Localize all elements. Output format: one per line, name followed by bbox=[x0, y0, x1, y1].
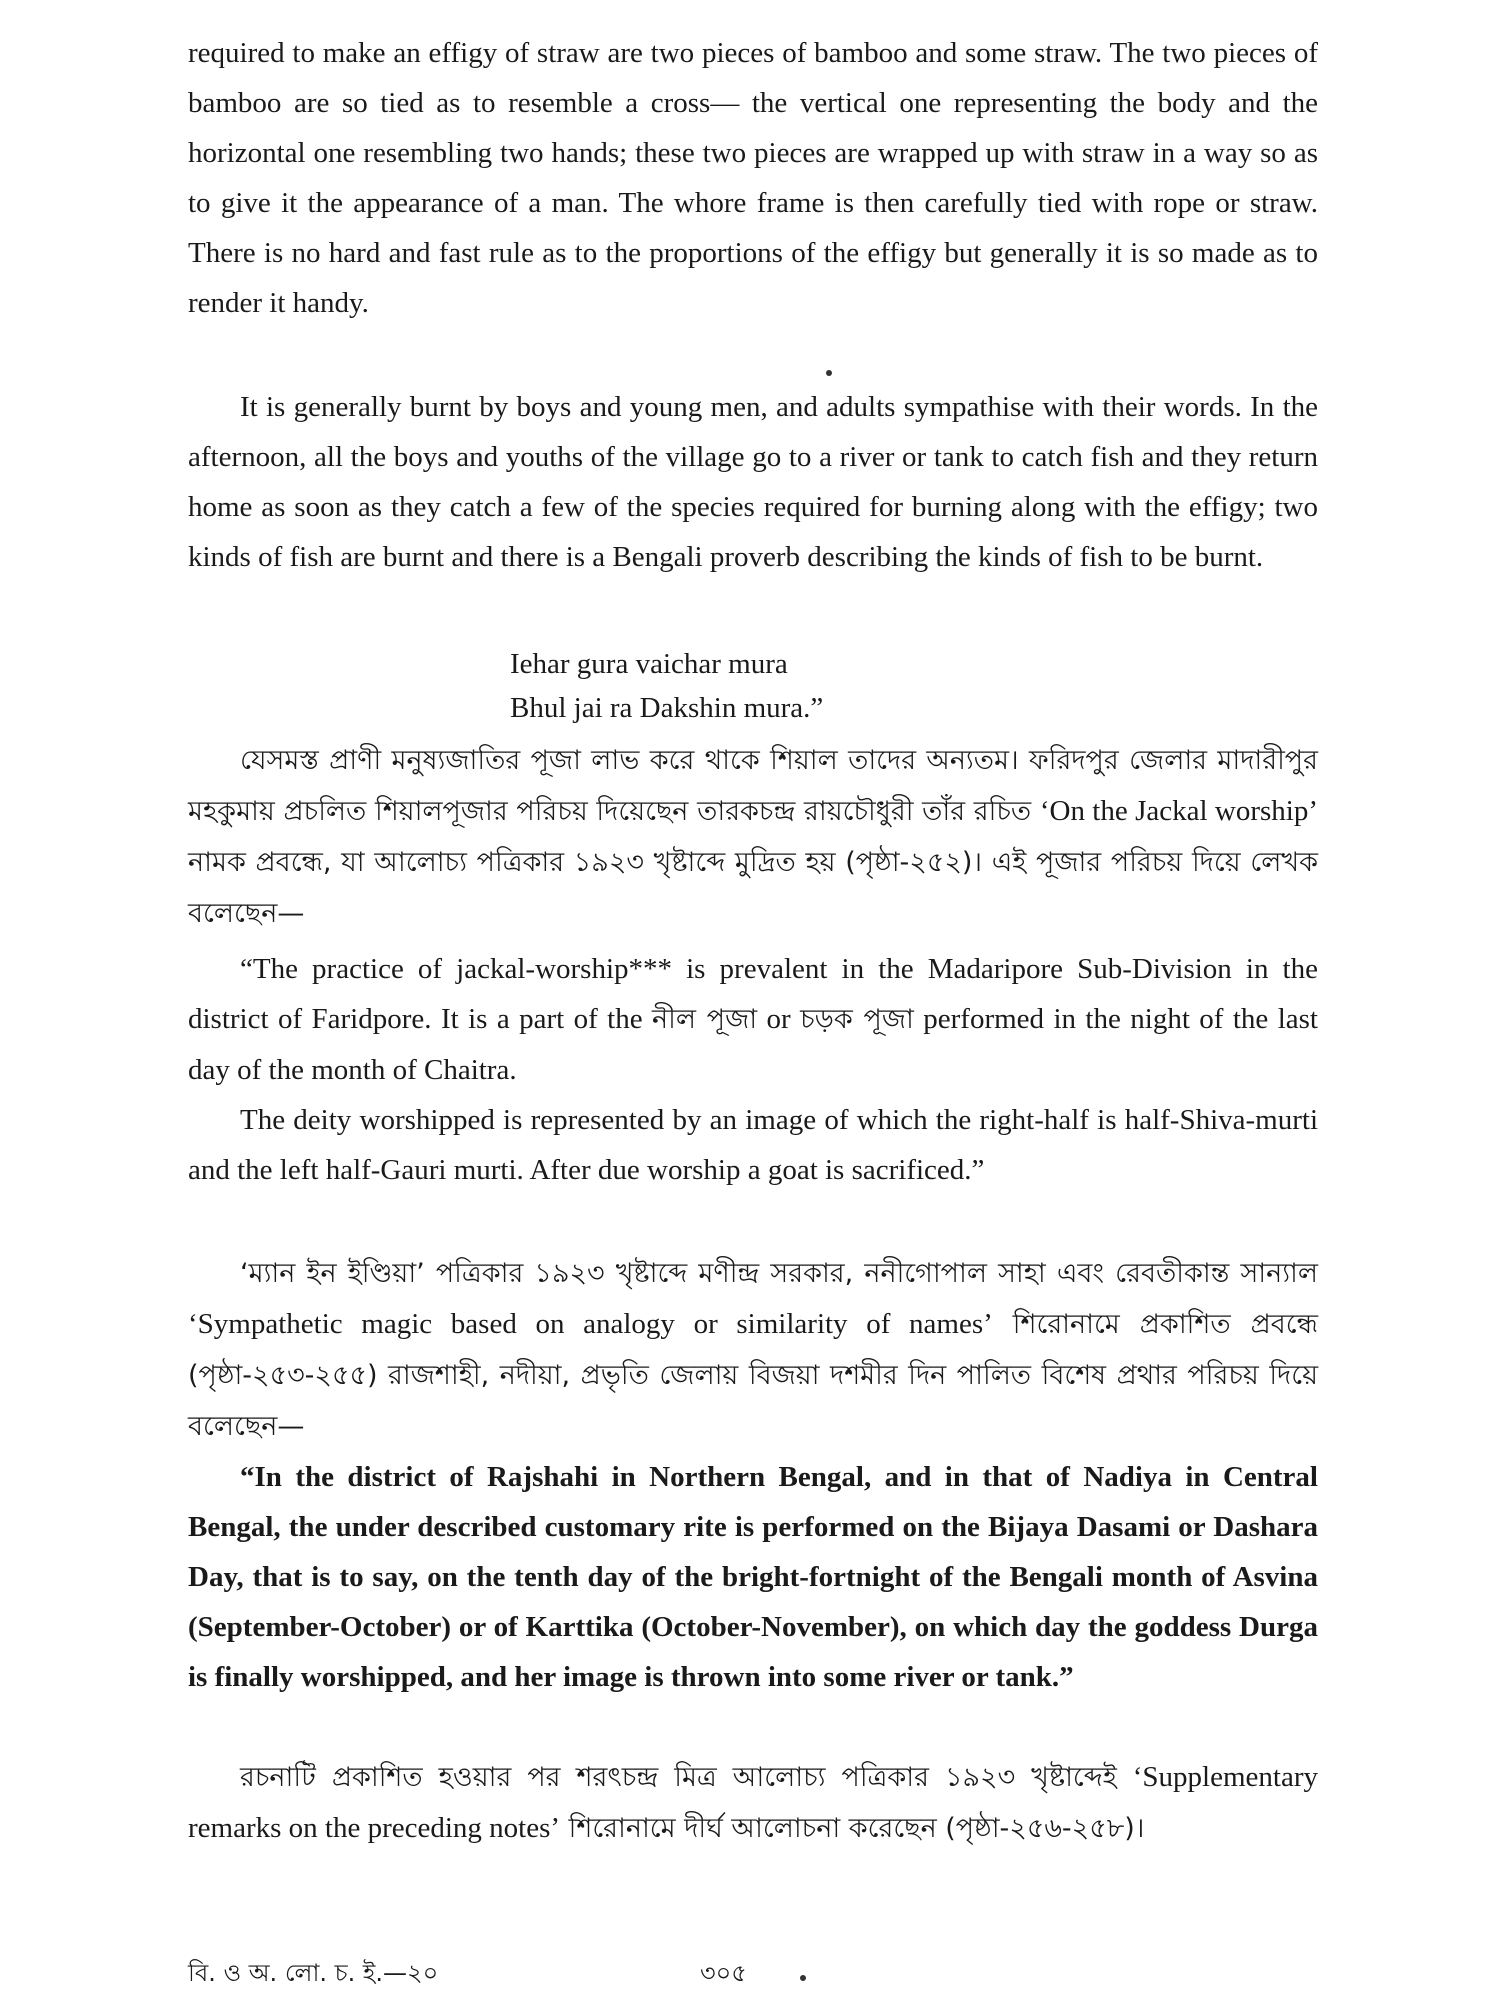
man-in-india-bengali-2: শিরোনামে প্রকাশিত প্রবন্ধে (পৃষ্ঠা-২৫৩-২৫৫) রাজশাহী, নদীয়া, প্রভৃতি জেলায় বিজয়া দশমীর দিন পালিত বিশেষ প্রথার পরিচয় দিয়ে বলেছেন— bbox=[188, 1309, 1319, 1442]
jackal-quote-or: or bbox=[757, 1003, 801, 1035]
page-number: ৩০৫ bbox=[700, 1959, 747, 1987]
paragraph-burning: It is generally burnt by boys and young men, and adults sympathise with their words. In the afternoon, all the boys and youths of the village go to a river or tank to catch fish and they return home as soon as they catch a few of the species required for burning along with the effigy; two kinds of fish are burnt and there is a Bengali proverb describing the kinds of fish to be burnt. bbox=[188, 391, 1318, 573]
nil-puja-term: নীল পূজা bbox=[652, 1004, 758, 1035]
jackal-quote-text-2: performed in the night of the last day of the month of Chaitra. bbox=[188, 1003, 1318, 1086]
verse-line-2: Bhul jai ra Dakshin mura.” bbox=[510, 692, 824, 724]
footer-signature: বি. ও অ. লো. চ. ই.—২০ bbox=[188, 1959, 439, 1987]
supplementary-bengali-1: রচনাটি প্রকাশিত হওয়ার পর শরৎচন্দ্র মিত্র আলোচ্য পত্রিকার ১৯২৩ খৃষ্টাব্দেই bbox=[240, 1762, 1133, 1793]
verse-line-1: Iehar gura vaichar mura bbox=[510, 648, 788, 680]
paragraph-deity: The deity worshipped is represented by an image of which the right-half is half-Shiva-murti and the left half-Gauri murti. After due worship a goat is sacrificed.” bbox=[188, 1104, 1318, 1186]
charak-puja-term: চড়ক পূজা bbox=[800, 1004, 914, 1035]
paragraph-supplementary bbox=[188, 1752, 1318, 1854]
paragraph-rajshahi-quote: “In the district of Rajshahi in Northern Bengal, and in that of Nadiya in Central Bengal, the under described customary rite is performed on the Bijaya Dasami or Dashara Day, that is to say, on the tenth day of the bright-fortnight of the Bengali month of Asvina (September-October) or of Karttika (October-November), on which day the goddess Durga is finally worshipped, and her image is thrown into some river or tank.” bbox=[188, 1461, 1318, 1693]
print-speck bbox=[800, 1975, 806, 1981]
sympathetic-magic-title: ‘Sympathetic magic based on analogy or similarity of names’ bbox=[188, 1308, 993, 1340]
paragraph-effigy: required to make an effigy of straw are two pieces of bamboo and some straw. The two pieces of bamboo are so tied as to resemble a cross— the vertical one representing the body and the horizontal one resembling two hands; these two pieces are wrapped up with straw in a way so as to give it the appearance of a man. The whore frame is then carefully tied with rope or straw. There is no hard and fast rule as to the proportions of the effigy but generally it is so made as to render it handy. bbox=[188, 37, 1318, 319]
jackal-intro-bengali-1: যেসমস্ত প্রাণী মনুষ্যজাতির পূজা লাভ করে থাকে শিয়াল তাদের অন্যতম। ফরিদপুর জেলার মাদারীপুর মহকুমায় প্রচলিত শিয়ালপূজার পরিচয় দিয়েছেন তারকচন্দ্র রায়চৌধুরী তাঁর রচিত bbox=[188, 745, 1318, 827]
jackal-article-title: ‘On the Jackal worship’ bbox=[1039, 795, 1318, 827]
paragraph-jackal-intro bbox=[188, 735, 1318, 939]
paragraph-jackal-quote bbox=[188, 944, 1318, 1095]
jackal-intro-bengali-2: নামক প্রবন্ধে, যা আলোচ্য পত্রিকার ১৯২৩ খৃষ্টাব্দে মুদ্রিত হয় (পৃষ্ঠা-২৫২)। এই পূজার পরিচয় দিয়ে লেখক বলেছেন— bbox=[188, 847, 1318, 929]
supplementary-title: ‘Supplementary remarks on the preceding notes’ bbox=[188, 1761, 1318, 1844]
man-in-india-bengali-1: ‘ম্যান ইন ইণ্ডিয়া’ পত্রিকার ১৯২৩ খৃষ্টাব্দে মণীন্দ্র সরকার, ননীগোপাল সাহা এবং রেবতীকান্ত সান্যাল bbox=[240, 1258, 1318, 1289]
paragraph-man-in-india bbox=[188, 1248, 1318, 1452]
supplementary-bengali-2: শিরোনামে দীর্ঘ আলোচনা করেছেন (পৃষ্ঠা-২৫৬-২৫৮)। bbox=[560, 1813, 1145, 1844]
print-speck bbox=[826, 370, 832, 376]
jackal-quote-text-1: “The practice of jackal-worship*** is prevalent in the Madaripore Sub-Division in the district of Faridpore. It is a part of the bbox=[188, 953, 1318, 1035]
